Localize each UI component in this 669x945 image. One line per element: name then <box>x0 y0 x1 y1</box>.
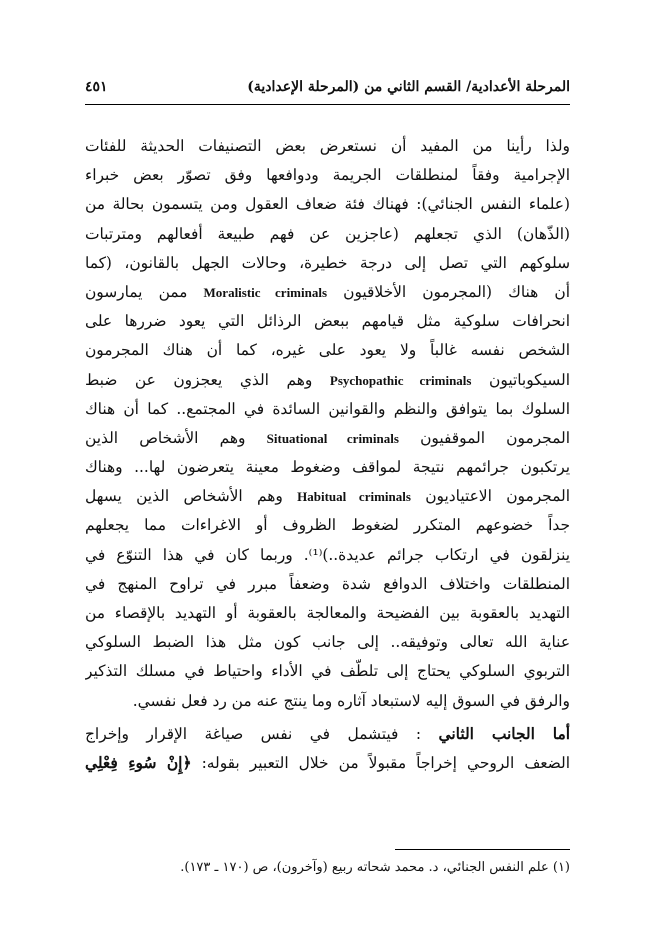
text-line: ولذا رأينا من المفيد أن نستعرض بعض التصنيفات الحديثة للفئات <box>85 137 570 155</box>
text-segment: الضعف الروحي إخراجاً مقبولاً من خلال التعبير بقوله: <box>191 753 570 772</box>
text-line <box>85 278 570 307</box>
text-line <box>85 482 570 511</box>
text-line: سلوكهم التي تصل إلى درجة خطيرة، وحالات الجهل بالقانون، (كما <box>85 253 570 272</box>
section-heading: أما الجانب الثاني <box>438 724 570 743</box>
header-rule <box>85 104 570 105</box>
latin-term: Situational criminals <box>266 430 399 446</box>
quran-quote: ﴿إِنْ سُوءِ فِعْلِي <box>85 753 192 772</box>
footnote: (١) علم النفس الجنائي، د. محمد شحاته ربيع (وآخرون)، ص (١٧٠ ـ ١٧٣). <box>180 860 570 875</box>
text-line: جداً خضوعهم المتكرر لضغوط الظروف أو الاغراءات مما يجعلهم <box>85 516 570 535</box>
running-title: المرحلة الأعدادية/ القسم الثاني من (المرحلة الإعدادية) <box>247 79 570 95</box>
text-segment: السيكوباتيون <box>471 370 570 389</box>
text-segment: أن هناك (المجرمون الأخلاقيون <box>327 282 570 301</box>
text-line: (الذّهان) الذي تجعلهم (عاجزين عن فهم طبيعة أفعالهم ومترتبات <box>85 224 570 243</box>
text-segment: المجرمون الموقفيون <box>398 428 570 447</box>
text-line: ينزلقون في ارتكاب جرائم عديدة..)⁽¹⁾. وربما كان في هذا التنوّع في <box>85 545 570 564</box>
text-line <box>85 424 570 453</box>
text-segment: وهم الأشخاص الذين يسهل <box>85 487 298 506</box>
text-segment: : فيتشمل في نفس صياغة الإقرار وإخراج <box>85 724 439 743</box>
text-line <box>85 366 570 395</box>
text-line: الشخص نفسه غالباً ولا يعود على غيره، كما أن هناك المجرمون <box>85 341 570 360</box>
text-segment: وهم الأشخاص الذين <box>85 428 267 447</box>
latin-term: Psychopathic criminals <box>329 372 472 388</box>
text-line <box>85 720 570 749</box>
text-line: التربوي السلوكي يحتاج إلى تلطّف في الأداء واحتياط في مسلك التذكير <box>85 662 570 681</box>
text-segment: المجرمون الاعتياديون <box>410 487 570 506</box>
text-line <box>85 749 570 778</box>
text-line: يرتكبون جرائمهم نتيجة لمواقف وضغوط معينة يتعرضون لها... وهناك <box>85 458 570 477</box>
latin-term: Habitual criminals <box>297 489 411 505</box>
text-segment: ممن يمارسون <box>85 282 204 301</box>
page-header <box>85 74 570 100</box>
text-line: المنطلقات واختلاف الدوافع شدة وضعفاً مبرر في تراوح المنهج في <box>85 574 570 593</box>
text-line: والرفق في السوق إليه لاستبعاد آثاره وما ينتج عنه من رد فعل نفسي. <box>132 691 570 710</box>
text-line: (علماء النفس الجنائي): فهناك فئة ضعاف العقول ومن يتسمون بحالة من <box>85 195 570 214</box>
text-line: التهديد بالعقوبة بين الفضيحة والمعالجة بالعقوبة أو التهديد بالإقصاء من <box>85 604 570 622</box>
latin-term: Moralistic criminals <box>203 284 328 300</box>
text-line: عناية الله تعالى وتوفيقه.. إلى جانب كون مثل هذا الضبط السلوكي <box>85 633 570 652</box>
footnote-rule <box>395 849 570 850</box>
page-number: ٤٥١ <box>85 79 108 95</box>
body-text <box>85 132 570 778</box>
text-line: السلوك بما يتوافق والنظم والقوانين السائدة في المجتمع.. كما أن هناك <box>85 399 570 418</box>
text-segment: وهم الذي يعجزون عن ضبط <box>85 370 330 389</box>
text-line: انحرافات سلوكية مثل قيامهم ببعض الرذائل التي يعود ضررها على <box>85 312 570 331</box>
text-line: الإجرامية وفقاً لمنطلقات الجريمة ودوافعها وفق تصوّر بعض خبراء <box>85 166 570 185</box>
